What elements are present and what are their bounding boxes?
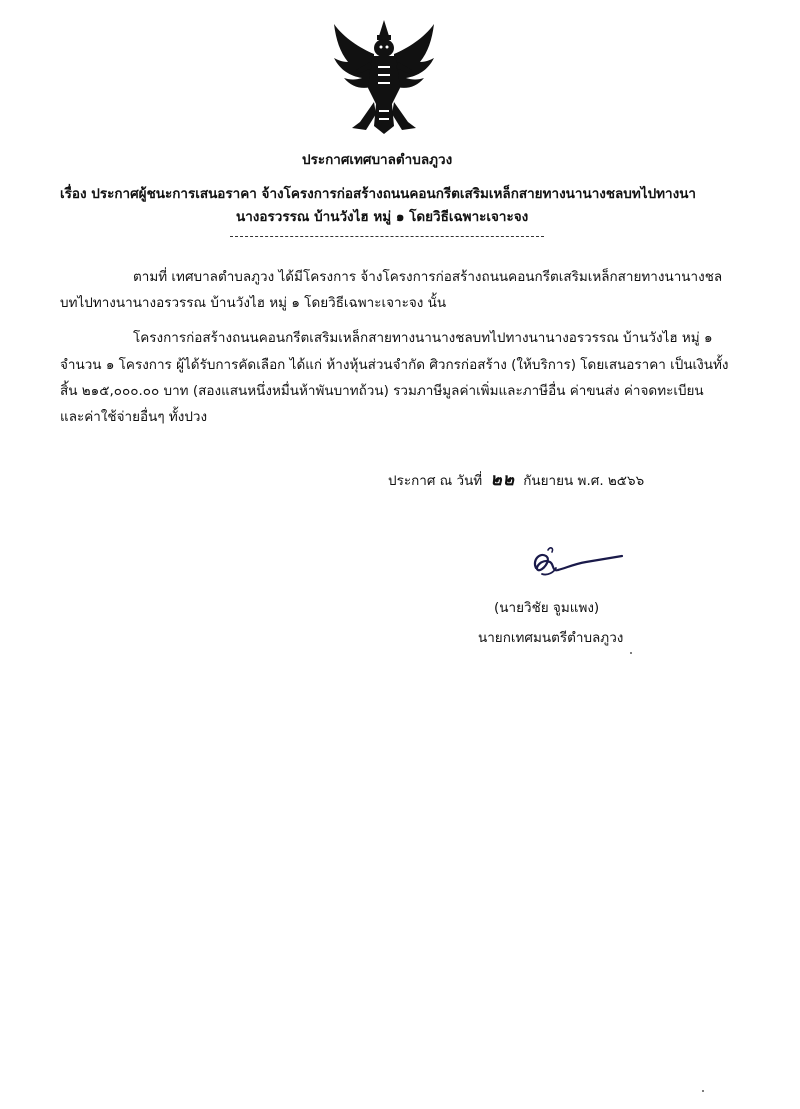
header-separator [230, 236, 544, 237]
announcement-day: ๒๒ [490, 470, 515, 490]
paragraph-1-line-2: บทไปทางนานางอรวรรณ บ้านวังไฮ หมู่ ๑ โดยวิธีเฉพาะเจาะจง นั้น [60, 295, 447, 311]
scan-speck [702, 1090, 704, 1092]
paragraph-2-line-3: สิ้น ๒๑๕,๐๐๐.๐๐ บาท (สองแสนหนึ่งหมื่นห้าพันบาทถ้วน) รวมภาษีมูลค่าเพิ่มและภาษีอื่น ค่าขนส่ง ค่าจดทะเบียน [60, 383, 704, 399]
paragraph-2-line-2: จำนวน ๑ โครงการ ผู้ได้รับการคัดเลือก ได้แก่ ห้างหุ้นส่วนจำกัด ศิวกรก่อสร้าง (ให้บริการ) โดยเสนอราคา เป็นเงินทั้ง [60, 357, 729, 373]
paragraph-2-line-4: และค่าใช้จ่ายอื่นๆ ทั้งปวง [60, 409, 208, 425]
subject-line-1: เรื่อง ประกาศผู้ชนะการเสนอราคา จ้างโครงการก่อสร้างถนนคอนกรีตเสริมเหล็กสายทางนานางชลบทไปทางนา [60, 186, 697, 202]
announcement-prefix: ประกาศ ณ วันที่ [388, 473, 483, 489]
paragraph-2-line-1: โครงการก่อสร้างถนนคอนกรีตเสริมเหล็กสายทางนานางชลบทไปทางนานางอรวรรณ บ้านวังไฮ หมู่ ๑ [133, 330, 713, 346]
scan-speck [630, 652, 632, 654]
signatory-position: นายกเทศมนตรีตำบลภูวง [478, 630, 624, 646]
announcement-date [388, 470, 644, 491]
announcement-month-year: กันยายน พ.ศ. ๒๕๖๖ [523, 473, 645, 489]
handwritten-signature [528, 540, 628, 586]
signatory-name: (นายวิชัย จูมแพง) [494, 600, 600, 616]
subject-line-2: นางอรวรรณ บ้านวังไฮ หมู่ ๑ โดยวิธีเฉพาะเจาะจง [236, 209, 529, 225]
paragraph-1-line-1: ตามที่ เทศบาลตำบลภูวง ได้มีโครงการ จ้างโครงการก่อสร้างถนนคอนกรีตเสริมเหล็กสายทางนานางชล [133, 269, 723, 285]
garuda-emblem [330, 18, 438, 136]
organization-title: ประกาศเทศบาลตำบลภูวง [302, 152, 453, 168]
